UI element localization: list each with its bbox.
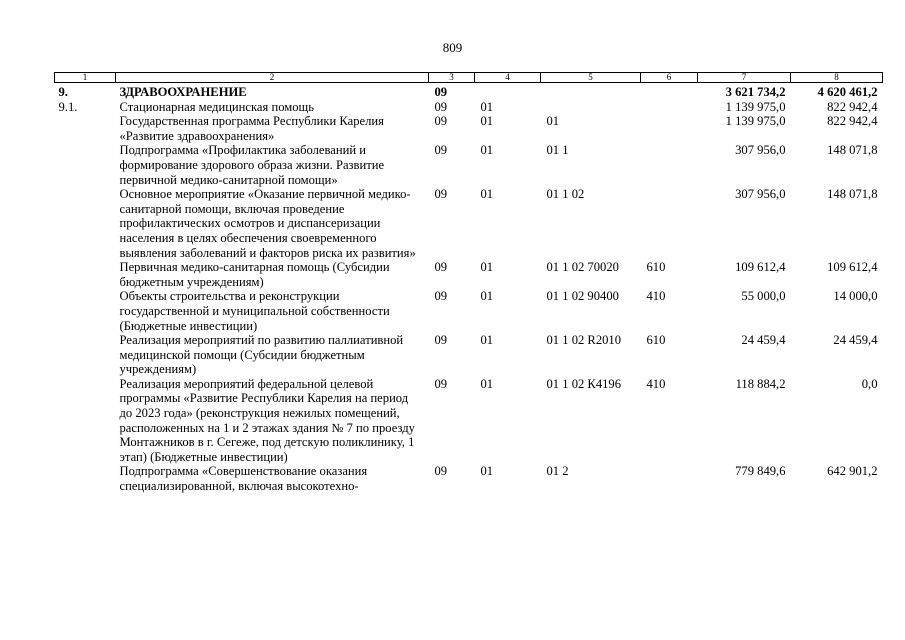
- amount-year-1: 109 612,4: [735, 260, 786, 275]
- section-code: 09: [434, 99, 448, 114]
- item-name: Стационарная медицинская помощь: [119, 99, 314, 114]
- section-number: [55, 143, 116, 187]
- column-header: 8: [791, 73, 883, 83]
- amount-year-1: 3 621 734,2: [725, 85, 786, 99]
- section-number: [55, 464, 116, 493]
- item-name: Реализация мероприятий федеральной целевой программы «Развитие Республики Карелия на период до 2023 года» (реконструкция нежилых помещений, расположенных на 1 и 2 этажах здания № 7 по проезду Монтажников в г. Сегеже, под детскую поликлинику, 1 этап) (Бюджетные инвестиции): [119, 376, 415, 464]
- item-name: Подпрограмма «Профилактика заболеваний и формирование здорового образа жизни. Развитие первичной медико-санитарной помощи»: [119, 143, 385, 187]
- expense-type-code: [641, 114, 698, 143]
- budget-table: [54, 72, 883, 494]
- expense-type-code: 610: [646, 333, 666, 348]
- subsection-code: 01: [480, 143, 494, 158]
- column-header: 7: [698, 73, 791, 83]
- amount-year-1: 779 849,6: [735, 464, 786, 479]
- target-article-code: 01 1 02 90400: [546, 289, 619, 304]
- target-article-code: [541, 100, 641, 115]
- table-row: [55, 187, 883, 260]
- table-row: [55, 143, 883, 187]
- section-code: 09: [434, 114, 448, 129]
- section-code: 09: [434, 85, 448, 99]
- table-row: [55, 260, 883, 289]
- table-row: [55, 333, 883, 377]
- expense-type-code: 410: [646, 289, 666, 304]
- amount-year-2: 24 459,4: [833, 333, 878, 348]
- amount-year-2: 109 612,4: [827, 260, 878, 275]
- amount-year-2: 0,0: [861, 376, 878, 391]
- subsection-code: 01: [480, 99, 494, 114]
- section-number: [55, 289, 116, 333]
- item-name: Реализация мероприятий по развитию паллиативной медицинской помощи (Субсидии бюджетным учреждениям): [119, 333, 404, 377]
- amount-year-2: 822 942,4: [827, 114, 878, 129]
- table-row: [55, 464, 883, 493]
- target-article-code: 01 1 02 R2010: [546, 333, 622, 348]
- column-header: 5: [541, 73, 641, 83]
- table-row: [55, 289, 883, 333]
- section-code: 09: [434, 333, 448, 348]
- section-number: 9.1.: [58, 99, 78, 114]
- section-code: 09: [434, 260, 448, 275]
- target-article-code: 01 1 02: [546, 187, 585, 202]
- item-name: Объекты строительства и реконструкции государственной и муниципальной собственности (Бюджетные инвестиции): [119, 289, 390, 333]
- amount-year-2: 148 071,8: [827, 143, 878, 158]
- target-article-code: 01 1 02 70020: [546, 260, 619, 275]
- amount-year-1: 55 000,0: [741, 289, 786, 304]
- amount-year-2: 642 901,2: [827, 464, 878, 479]
- amount-year-2: 14 000,0: [833, 289, 878, 304]
- expense-type-code: [641, 143, 698, 187]
- expense-type-code: 610: [646, 260, 666, 275]
- expense-type-code: 410: [646, 376, 666, 391]
- amount-year-1: 307 956,0: [735, 187, 786, 202]
- subsection-code: 01: [480, 187, 494, 202]
- section-code: 09: [434, 464, 448, 479]
- subsection-code: 01: [480, 260, 494, 275]
- section-code: 09: [434, 187, 448, 202]
- expense-type-code: [641, 187, 698, 260]
- section-code: 09: [434, 143, 448, 158]
- column-header: 1: [55, 73, 116, 83]
- amount-year-1: 118 884,2: [735, 376, 786, 391]
- item-name: Государственная программа Республики Карелия «Развитие здравоохранения»: [119, 114, 384, 143]
- table-body: [55, 83, 883, 494]
- amount-year-2: 148 071,8: [827, 187, 878, 202]
- item-name: ЗДРАВООХРАНЕНИЕ: [119, 85, 247, 99]
- section-number: [55, 187, 116, 260]
- amount-year-1: 1 139 975,0: [725, 99, 786, 114]
- table-row: [55, 83, 883, 100]
- section-number: [55, 260, 116, 289]
- table-row: [55, 377, 883, 465]
- section-code: 09: [434, 376, 448, 391]
- item-name: Первичная медико-санитарная помощь (Субсидии бюджетным учреждениям): [119, 260, 390, 289]
- subsection-code: 01: [480, 376, 494, 391]
- subsection-code: 01: [480, 333, 494, 348]
- expense-type-code: [641, 464, 698, 493]
- amount-year-2: 4 620 461,2: [817, 85, 878, 99]
- column-header: 3: [429, 73, 475, 83]
- target-article-code: [541, 83, 641, 100]
- target-article-code: 01: [546, 114, 560, 129]
- target-article-code: 01 1: [546, 143, 569, 158]
- amount-year-1: 24 459,4: [741, 333, 786, 348]
- column-header: 6: [641, 73, 698, 83]
- expense-type-code: [641, 83, 698, 100]
- item-name: Основное мероприятие «Оказание первичной медико-санитарной помощи, включая проведение профилактических осмотров и диспансеризации населения в целях обеспечения своевременного выявления заболеваний и факторов риска их развития»: [119, 187, 416, 260]
- section-number: [55, 333, 116, 377]
- subsection-code: [475, 83, 541, 100]
- target-article-code: 01 1 02 К4196: [546, 376, 622, 391]
- column-header: 2: [116, 73, 429, 83]
- amount-year-1: 1 139 975,0: [725, 114, 786, 129]
- section-code: 09: [434, 289, 448, 304]
- section-number: [55, 377, 116, 465]
- subsection-code: 01: [480, 114, 494, 129]
- section-number: [55, 114, 116, 143]
- amount-year-1: 307 956,0: [735, 143, 786, 158]
- subsection-code: 01: [480, 464, 494, 479]
- table-row: [55, 114, 883, 143]
- table-header: [55, 73, 883, 83]
- subsection-code: 01: [480, 289, 494, 304]
- item-name: Подпрограмма «Совершенствование оказания специализированной, включая высокотехно-: [119, 464, 368, 494]
- expense-type-code: [641, 100, 698, 115]
- column-header: 4: [475, 73, 541, 83]
- target-article-code: 01 2: [546, 464, 569, 479]
- table-row: [55, 100, 883, 115]
- page-number: 809: [442, 40, 463, 55]
- amount-year-2: 822 942,4: [827, 99, 878, 114]
- section-number: 9.: [58, 85, 68, 99]
